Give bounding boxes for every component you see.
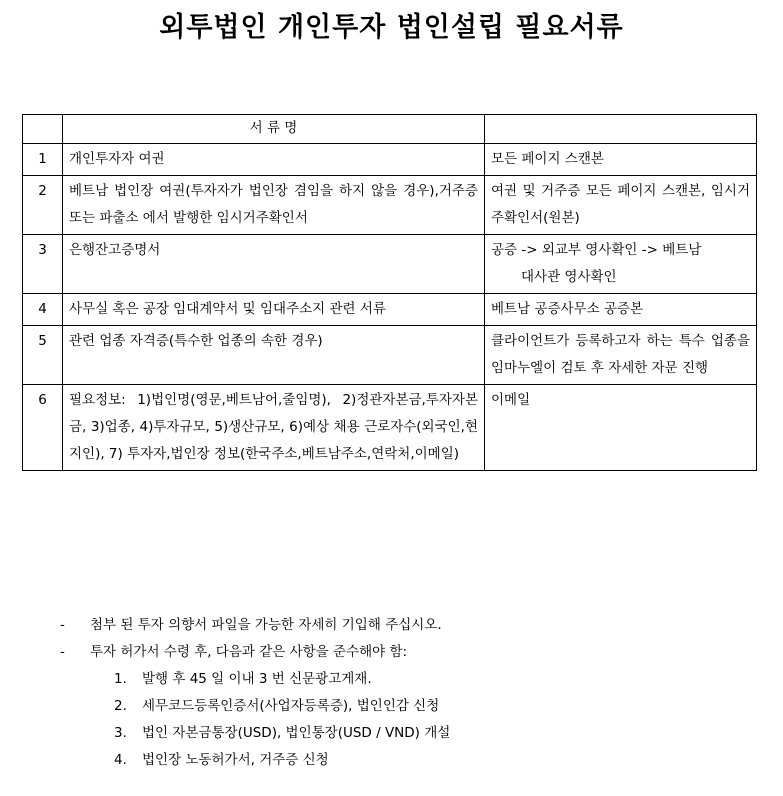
table-row (23, 176, 757, 235)
step-item (114, 666, 760, 693)
row-document: 사무실 혹은 공장 임대계약서 및 임대주소지 관련 서류 (63, 294, 485, 326)
row-number: 3 (23, 235, 63, 294)
header-document-name: 서 류 명 (63, 115, 485, 144)
row-number: 5 (23, 326, 63, 385)
documents-table (22, 114, 757, 471)
header-number (23, 115, 63, 144)
row-remark: 이메일 (485, 385, 757, 471)
row-document: 베트남 법인장 여권(투자자가 법인장 겸임을 하지 않을 경우),거주증 또는 파출소 에서 발행한 임시거주확인서 (63, 176, 485, 235)
step-text: 법인 자본금통장(USD), 법인통장(USD / VND) 개설 (142, 725, 451, 741)
note-item (60, 612, 760, 639)
row-document: 개인투자자 여권 (63, 144, 485, 176)
step-text: 법인장 노동허가서, 거주증 신청 (142, 752, 329, 768)
note-item (60, 639, 760, 774)
table-header-row (23, 115, 757, 144)
header-remarks (485, 115, 757, 144)
note-text: 첨부 된 투자 의향서 파일을 가능한 자세히 기입해 주십시오. (90, 617, 442, 633)
notes-list (60, 612, 760, 774)
row-remark: 여권 및 거주증 모든 페이지 스캔본, 임시거주확인서(원본) (485, 176, 757, 235)
step-item (114, 720, 760, 747)
steps-container (90, 666, 760, 774)
row-document: 필요정보: 1)법인명(영문,베트남어,줄임명), 2)정관자본금,투자자본금, 3)업종, 4)투자규모, 5)생산규모, 6)예상 채용 근로자수(외국인,현지인), 7) 투자자,법인장 정보(한국주소,베트남주소,연락처,이메일) (63, 385, 485, 471)
table-row (23, 294, 757, 326)
steps-list (114, 666, 760, 774)
row-number: 2 (23, 176, 63, 235)
row-document: 은행잔고증명서 (63, 235, 485, 294)
row-number: 4 (23, 294, 63, 326)
step-item (114, 693, 760, 720)
note-bullet: - (60, 617, 65, 633)
step-text: 발행 후 45 일 이내 3 번 신문광고게재. (142, 671, 372, 687)
note-bullet: - (60, 644, 65, 660)
row-remark: 클라이언트가 등록하고자 하는 특수 업종을 임마누엘이 검토 후 자세한 자문 진행 (485, 326, 757, 385)
row-number: 1 (23, 144, 63, 176)
step-number: 1. (114, 671, 127, 687)
step-number: 4. (114, 752, 127, 768)
table-row (23, 385, 757, 471)
note-text: 투자 허가서 수령 후, 다음과 같은 사항을 준수해야 함: (90, 644, 408, 660)
row-remark: 모든 페이지 스캔본 (485, 144, 757, 176)
row-number: 6 (23, 385, 63, 471)
row-document: 관련 업종 자격증(특수한 업종의 속한 경우) (63, 326, 485, 385)
step-item (114, 747, 760, 774)
step-text: 세무코드등록인증서(사업자등록증), 법인인감 신청 (142, 698, 440, 714)
row-remark (485, 235, 757, 294)
table-row (23, 144, 757, 176)
row-remark-line-indented: 대사관 영사확인 (521, 269, 617, 285)
row-remark-line: 공증 -> 외교부 영사확인 -> 베트남 (491, 242, 702, 258)
step-number: 2. (114, 698, 127, 714)
page-title: 외투법인 개인투자 법인설립 필요서류 (159, 12, 624, 43)
step-number: 3. (114, 725, 127, 741)
row-remark: 베트남 공증사무소 공증본 (485, 294, 757, 326)
table-row (23, 235, 757, 294)
table-row (23, 326, 757, 385)
